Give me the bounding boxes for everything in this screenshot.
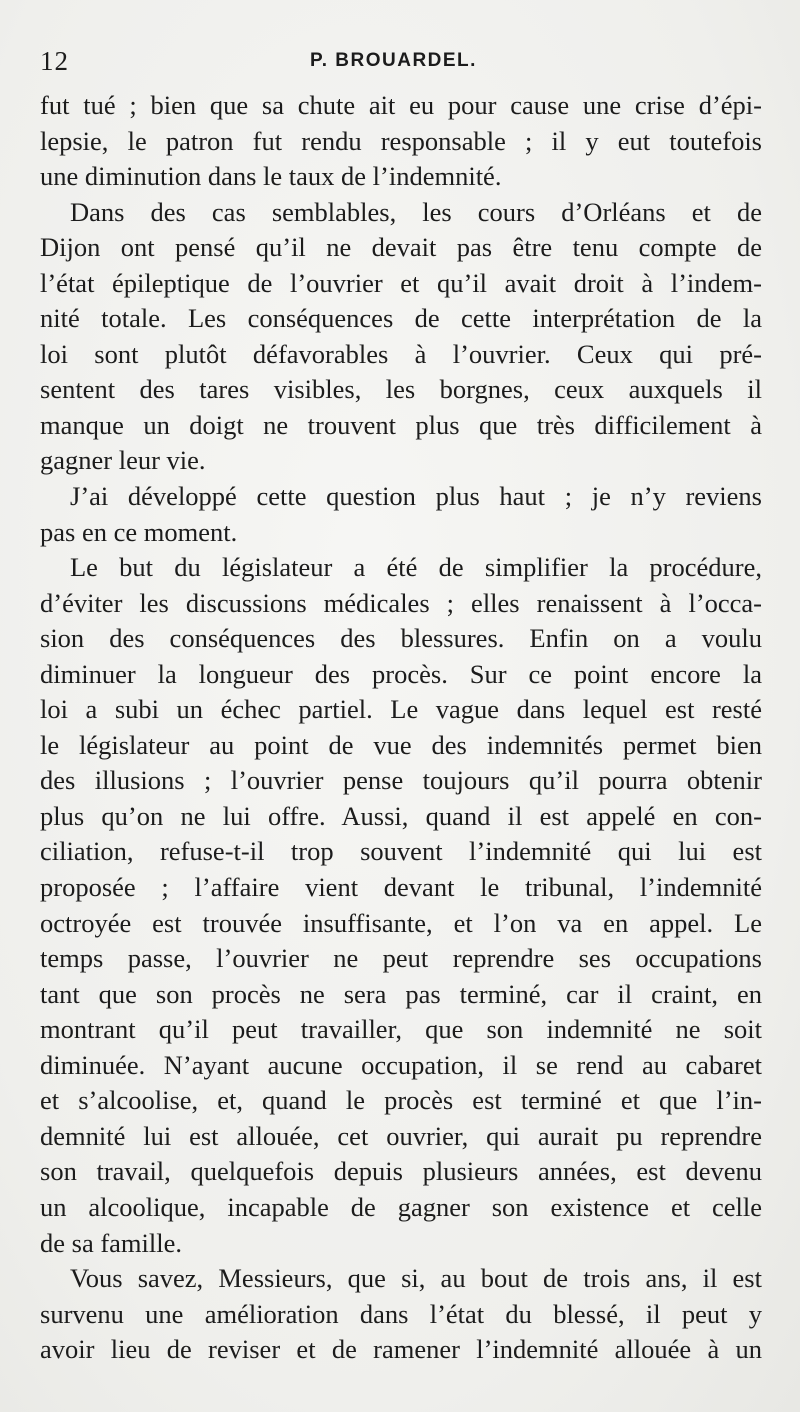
- text-line: Dans des cas semblables, les cours d’Orléans et de: [70, 196, 762, 227]
- page-number: 12: [40, 46, 69, 76]
- text-line: une diminution dans le taux de l’indemnité.: [40, 161, 502, 192]
- text-line: loi sont plutôt défavorables à l’ouvrier. Ceux qui pré-: [40, 338, 762, 369]
- text-line: manque un doigt ne trouvent plus que très difficilement à: [40, 409, 762, 440]
- paragraph: [40, 195, 762, 479]
- text-line: demnité lui est allouée, cet ouvrier, qui aurait pu reprendre: [40, 1120, 762, 1151]
- text-line: et s’alcoolise, et, quand le procès est terminé et que l’in-: [40, 1085, 762, 1116]
- text-line: sion des conséquences des blessures. Enfin on a voulu: [40, 623, 762, 654]
- paragraph: [40, 550, 762, 1261]
- paragraph: [40, 88, 762, 195]
- text-line: le législateur au point de vue des indemnités permet bien: [40, 729, 762, 760]
- text-line: diminuer la longueur des procès. Sur ce point encore la: [40, 658, 762, 689]
- text-line: plus qu’on ne lui offre. Aussi, quand il est appelé en con-: [40, 800, 762, 831]
- text-line: nité totale. Les conséquences de cette interprétation de la: [40, 303, 762, 334]
- running-head: [40, 46, 760, 82]
- text-line: Le but du législateur a été de simplifier la procédure,: [70, 552, 762, 583]
- text-line: des illusions ; l’ouvrier pense toujours qu’il pourra obtenir: [40, 765, 762, 796]
- paragraph: [40, 1261, 762, 1368]
- running-title: P. BROUARDEL.: [310, 50, 477, 71]
- text-line: proposée ; l’affaire vient devant le tribunal, l’indemnité: [40, 872, 762, 903]
- text-line: fut tué ; bien que sa chute ait eu pour cause une crise d’épi-: [40, 90, 762, 120]
- text-line: Dijon ont pensé qu’il ne devait pas être tenu compte de: [40, 232, 762, 263]
- text-line: un alcoolique, incapable de gagner son existence et celle: [40, 1191, 762, 1222]
- text-line: ciliation, refuse-t-il trop souvent l’indemnité qui lui est: [40, 836, 762, 867]
- text-line: loi a subi un échec partiel. Le vague dans lequel est resté: [40, 694, 762, 725]
- text-line: Vous savez, Messieurs, que si, au bout de trois ans, il est: [70, 1263, 762, 1294]
- text-line: survenu une amélioration dans l’état du blessé, il peut y: [40, 1298, 762, 1329]
- text-line: lepsie, le patron fut rendu responsable ; il y eut toutefois: [40, 125, 762, 156]
- body-text: [40, 88, 762, 1368]
- text-line: avoir lieu de reviser et de ramener l’indemnité allouée à un: [40, 1334, 762, 1365]
- text-line: J’ai développé cette question plus haut ; je n’y reviens: [70, 481, 762, 512]
- text-line: son travail, quelquefois depuis plusieurs années, est devenu: [40, 1156, 762, 1187]
- text-line: diminuée. N’ayant aucune occupation, il se rend au cabaret: [40, 1049, 762, 1080]
- paragraph: [40, 479, 762, 550]
- text-line: l’état épileptique de l’ouvrier et qu’il avait droit à l’indem-: [40, 267, 762, 298]
- text-line: sentent des tares visibles, les borgnes, ceux auxquels il: [40, 374, 762, 405]
- text-line: d’éviter les discussions médicales ; elles renaissent à l’occa-: [40, 587, 762, 618]
- text-line: temps passe, l’ouvrier ne peut reprendre ses occupations: [40, 943, 762, 974]
- text-line: octroyée est trouvée insuffisante, et l’on va en appel. Le: [40, 907, 762, 938]
- text-line: montrant qu’il peut travailler, que son indemnité ne soit: [40, 1014, 762, 1045]
- text-line: de sa famille.: [40, 1227, 183, 1258]
- text-line: tant que son procès ne sera pas terminé, car il craint, en: [40, 978, 762, 1009]
- text-line: gagner leur vie.: [40, 445, 206, 476]
- text-line: pas en ce moment.: [40, 516, 238, 547]
